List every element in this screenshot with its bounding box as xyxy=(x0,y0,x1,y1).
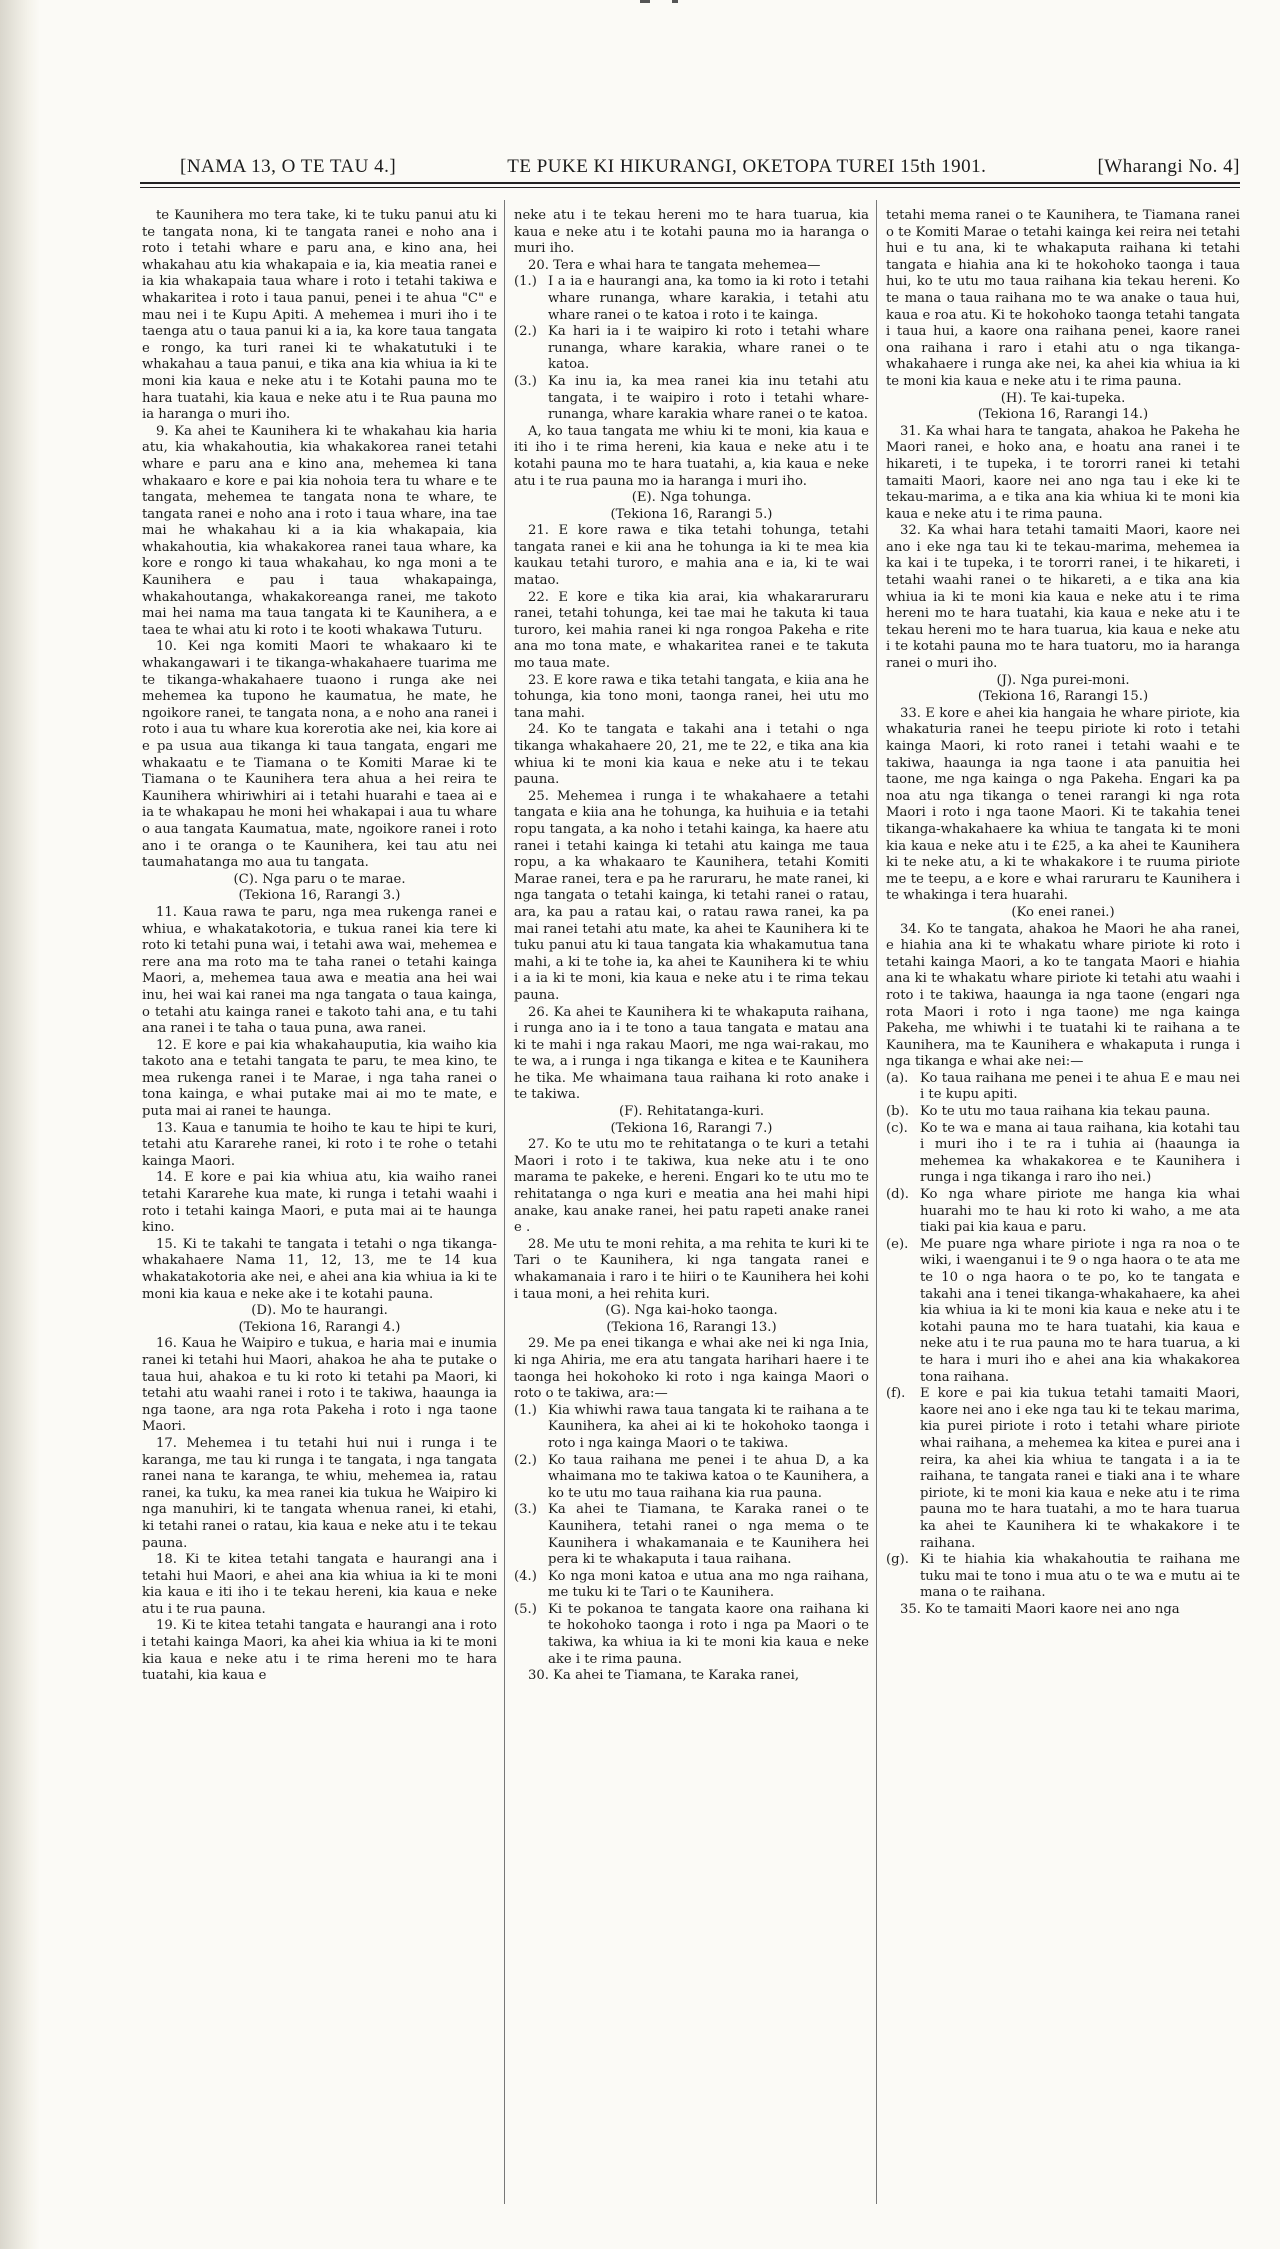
issue-number: [NAMA 13, O TE TAU 4.] xyxy=(180,156,397,177)
masthead-title: TE PUKE KI HIKURANGI, OKETOPA TUREI 15th 1901. xyxy=(507,156,987,177)
list-text: Kia whiwhi rawa taua tangata ki te raihana a te Kaunihera, ka ahei ai ki te hokohoko taonga i roto i nga kainga Maori o te takiwa. xyxy=(548,1402,869,1451)
list-text: Ko taua raihana me penei i te ahua D, a ka whaimana mo te takiwa katoa o te Kaunihera, a ko te utu mo taua raihana kia rua pauna. xyxy=(548,1452,869,1501)
section-heading: (H). Te kai-tupeka. xyxy=(1000,390,1126,406)
list-number: (5.) xyxy=(514,1601,537,1617)
list-number: (g). xyxy=(886,1552,909,1568)
list-text: Ki te pokanoa te tangata kaore ona raihana ki te hokohoko taonga i roto i nga pa Maori o te takiwa, ka whiua ia ki te moni kia kaua e neke ake i te rima pauna. xyxy=(548,1601,869,1667)
list-number: (b). xyxy=(886,1104,909,1120)
list-item xyxy=(886,1237,1240,1386)
list-number: (2.) xyxy=(514,1452,537,1468)
section-heading: (Tekiona 16, Rarangi 5.) xyxy=(610,506,773,522)
paragraph: 20. Tera e whai hara te tangata mehemea— xyxy=(528,257,821,273)
section-heading: (G). Nga kai-hoko taonga. xyxy=(605,1303,778,1319)
paragraph: 13. Kaua e tanumia te hoiho te kau te hipi te kuri, tetahi atu Kararehe ranei, ki roto i te rohe o tetahi kainga Maori. xyxy=(142,1120,497,1169)
paragraph: 10. Kei nga komiti Maori te whakaaro ki te whakangawari i te tikanga-whakahaere tuarima me te tikanga-whakahaere tuaono i runga ake nei mehemea ka tupono he kaumatua, he mate, he ngoikore ranei, te tangata nona, a e noho ana ranei i roto i aua tu whare kua korerotia ake nei, kia kore ai e pa usua aua tikanga ki taua tangata, engari me whakaatu e te Tiamana o te Komiti Marae ki te Tiamana o te Kaunihera tera ahua a hei reira te Kaunihera whiriwhiri ai i tetahi huarahi e taea ai e ia te whakapau he moni hei whakapai i aua tu whare o aua tangata Kaumatua, mate, ngoikore ranei i roto ano i te oranga o te Kaunihera, kei tau atu nei taumahatanga mo aua tu tangata. xyxy=(142,639,497,871)
section-heading: (Ko enei ranei.) xyxy=(1011,904,1115,920)
list-text: I a ia e haurangi ana, ka tomo ia ki roto i tetahi whare runanga, whare karakia, i tetahi atu whare ranei o te katoa i roto i te kainga. xyxy=(548,274,869,323)
list-item xyxy=(886,1552,1240,1602)
list-number: (2.) xyxy=(514,324,537,340)
list-text: Ko nga whare piriote me hanga kia whai huarahi mo te hau ki roto ki waho, a me ata tiaki pai kia kaua e paru. xyxy=(920,1187,1240,1236)
list-text: Ko te utu mo taua raihana kia tekau pauna. xyxy=(920,1104,1211,1120)
section-heading: (Tekiona 16, Rarangi 13.) xyxy=(606,1319,777,1335)
ink-mark xyxy=(640,0,650,3)
list-text: Ka ahei te Tiamana, te Karaka ranei o te Kaunihera, tetahi ranei o nga mema o te Kaunihera i whakamanaia e te Kaunihera hei pera ki te whakaputa i taua raihana. xyxy=(548,1502,869,1568)
paragraph: 14. E kore e pai kia whiua atu, kia waiho ranei tetahi Kararehe kua mate, ki runga i tetahi waahi i roto i tetahi kainga Maori, e puta mai ai te haunga kino. xyxy=(142,1170,497,1236)
list-item xyxy=(514,1569,869,1602)
list-text: Ko taua raihana me penei i te ahua E e mau nei i te kupu apiti. xyxy=(920,1070,1240,1103)
section-heading: (Tekiona 16, Rarangi 3.) xyxy=(238,888,401,904)
list-item xyxy=(514,1502,869,1568)
paragraph: 16. Kaua he Waipiro e tukua, e haria mai e inumia ranei ki tetahi hui Maori, ahakoa he aha te putake o taua hui, ahakoa e tu ki roto ki tetahi pa Maori, ki tetahi atu waahi ranei i roto i te takiwa, haaunga ia nga taone, ara nga rota Pakeha i roto i nga taone Maori. xyxy=(142,1336,497,1435)
list-item xyxy=(886,1121,1240,1187)
paragraph: 22. E kore e tika kia arai, kia whakararuraru ranei, tetahi tohunga, kei tae mai he takuta ki taua turoro, kei mahia ranei ki nga rongoa Pakeha e rite ana mo tona mate, e whakaritea ranei e te takuta mo taua mate. xyxy=(514,589,869,672)
list-item xyxy=(514,324,869,374)
list-number: (3.) xyxy=(514,373,537,389)
list-text: Ka hari ia i te waipiro ki roto i tetahi whare runanga, whare karakia, whare ranei o te katoa. xyxy=(548,324,869,373)
section-heading: (F). Rehitatanga-kuri. xyxy=(618,1104,765,1120)
paragraph: 28. Me utu te moni rehita, a ma rehita te kuri ki te Tari o te Kaunihera, ki nga tangata ranei e whakamanaia i raro i te hiiri o te Kaunihera hei kohi i taua moni, a hei rehita kuri. xyxy=(514,1236,869,1302)
section-heading: (Tekiona 16, Rarangi 15.) xyxy=(977,689,1149,705)
paragraph: 11. Kaua rawa te paru, nga mea rukenga ranei e whiua, e whakatakotoria, e tukua ranei kia tere ki roto ki tetahi puna wai, i tetahi awa wai, mehemea e rere ana ma roto ma te taha ranei o tetahi kainga Maori, a, mehemea taua awa e meatia ana hei wai inu, hei wai kai ranei ma nga tangata o taua kainga, o tetahi atu kainga ranei e takoto tahi ana, e tu tahi ana ranei i te taha o taua puna, awa ranei. xyxy=(142,904,497,1037)
paragraph: 27. Ko te utu mo te rehitatanga o te kuri a tetahi Maori i roto i te takiwa, kua neke atu i te ono marama te pakeke, e hereni. Engari ko te utu mo te rehitatanga o nga kuri e meatia ana hei mahi hipi anake, kau anake ranei, hei patu rapeti anake ranei e . xyxy=(514,1137,869,1236)
column-divider xyxy=(876,200,877,2204)
column-2 xyxy=(514,208,869,2209)
list-item xyxy=(514,1403,869,1453)
section-heading: (C). Nga paru o te marae. xyxy=(233,871,406,887)
list-item xyxy=(514,274,869,324)
section-heading: (J). Nga purei-moni. xyxy=(996,672,1130,688)
list-number: (3.) xyxy=(514,1502,537,1518)
paragraph: te Kaunihera mo tera take, ki te tuku panui atu ki te tangata nona, ki te tangata ranei e noho ana i roto i tetahi whare e paru ana, e kino ana, hei whakahau atu kia whakapaia e ia, kia meatia ranei e ia kia whakapaia taua whare i roto i tetahi takiwa e whakaritea i roto i taua panui, penei i te ahua "C" e mau nei i te Kupu Apiti. A mehemea i muri iho i te taenga atu o taua panui ki a ia, ka kore taua tangata e rongo, ka turi ranei ki te whakatutuki i te whakahau a taua panui, e tika ana kia whiua ia ki te moni kia kaua e neke atu i te Kotahi pauna mo te hara tuatahi, kia kaua e neke atu i te Rua pauna mo ia haranga o muri iho. xyxy=(142,208,497,423)
list-text: E kore e pai kia tukua tetahi tamaiti Maori, kaore nei ano i eke nga tau ki te tekau marima, kia purei piriote i roto i tetahi whare piriote whai raihana, a mehemea ka kitea e purei ana i reira, ka ahei kia whiua te tangata i a ia te raihana, te tangata ranei e tiaki ana i te whare piriote, ki te moni kia kaua e neke atu i te rima pauna mo te hara tuatahi, a mo te hara tuarua ka ahei te Kaunihera ki te whakakore i te raihana. xyxy=(920,1386,1240,1551)
section-heading: (Tekiona 16, Rarangi 14.) xyxy=(977,407,1149,423)
paragraph: A, ko taua tangata me whiu ki te moni, kia kaua e iti iho i te rima hereni, kia kaua e neke atu i te kotahi pauna mo te hara tuatahi, a, kia kaua e neke atu i te rua pauna mo ia haranga i muri iho. xyxy=(514,423,869,489)
list-number: (e). xyxy=(886,1236,909,1252)
paragraph: 31. Ka whai hara te tangata, ahakoa he Pakeha he Maori ranei, e hoko ana, e hoatu ana ranei i te hikareti, i te tupeka, i te tororri ranei ki tetahi tamaiti Maori, kaore nei ano nga tau i eke ki te tekau-marima, a e tika ana kia whiua ki te moni kia kaua e neke atu i te rima pauna. xyxy=(886,423,1240,522)
page-header xyxy=(180,150,1240,178)
column-divider xyxy=(504,200,505,2204)
list-number: (d). xyxy=(886,1187,909,1203)
ink-mark xyxy=(672,0,678,3)
list-text: Ko nga moni katoa e utua ana mo nga raihana, me tuku ki te Tari o te Kaunihera. xyxy=(548,1568,869,1601)
list-item xyxy=(886,1386,1240,1552)
paragraph: 32. Ka whai hara tetahi tamaiti Maori, kaore nei ano i eke nga tau ki te tekau-marima, mehemea ia ka kai i te tupeka, i te tororri ranei, i te hikareti, i tetahi waahi ranei o te hikareti, a e tika ana kia whiua ia ki te moni kia kaua e neke atu i te rima hereni mo te hara tuatahi, kia kaua e neke atu i te tekau hereni mo te hara tuarua, kia kaua e neke atu i te kotahi pauna mo te hara tuatoru, mo ia haranga ranei o muri iho. xyxy=(886,523,1240,672)
paragraph: 21. E kore rawa e tika tetahi tohunga, tetahi tangata ranei e kii ana he tohunga ia ki te mea kia kaukau tetahi turoro, e mahia ana e ia, ki te wai matao. xyxy=(514,523,869,589)
paragraph: 26. Ka ahei te Kaunihera ki te whakaputa raihana, i runga ano ia i te tono a taua tangata e matau ana ki te mahi i nga rakau Maori, me nga wai-rakau, mo te wa, a i runga i nga tikanga e kitea e te Kaunihera he tika. Me whaimana taua raihana ki roto anake i te takiwa. xyxy=(514,1004,869,1103)
list-number: (c). xyxy=(886,1120,908,1136)
list-text: Ka inu ia, ka mea ranei kia inu tetahi atu tangata, i te waipiro i roto i tetahi whare-runanga, whare karakia whare ranei o te katoa. xyxy=(548,373,869,423)
paragraph: 18. Ki te kitea tetahi tangata e haurangi ana i tetahi hui Maori, e ahei ana kia whiua ia ki te moni kia kaua e iti iho i te tekau hereni, kia kaua e neke atu i te rua pauna. xyxy=(142,1552,497,1617)
paragraph: 24. Ko te tangata e takahi ana i tetahi o nga tikanga whakahaere 20, 21, me te 22, e tika ana kia whiua ki te moni kia kaua e neke atu i te tekau pauna. xyxy=(514,722,869,788)
column-1 xyxy=(142,208,497,2209)
list-number: (4.) xyxy=(514,1568,537,1584)
paragraph: 9. Ka ahei te Kaunihera ki te whakahau kia haria atu, kia whakahoutia, kia whakakorea ranei tetahi whare e paru ana e kino ana, mehemea ki tana whakaaro e kore e pai kia nohoia tera tu whare e te tangata, mehemea te tangata nona te whare, te tangata ranei e noho ana i roto i taua whare, ina tae mai he whakahau ki a ia kia whakapaia, kia whakahoutia, kia whakakorea ranei taua whare, ka kore e rongo ki taua whakahau, ko nga moni a te Kaunihera e pau i taua whakapainga, whakahoutanga, whakakoreanga ranei, me takoto mai hei nama ma taua tangata ki te Kaunihera, a e taea te whai atu ki roto i te kooti whakawa Tuturu. xyxy=(142,423,497,638)
paragraph: 23. E kore rawa e tika tetahi tangata, e kiia ana he tohunga, kia tono moni, taonga ranei, hei utu mo tana mahi. xyxy=(514,672,869,721)
paragraph: 17. Mehemea i tu tetahi hui nui i runga i te karanga, me tau ki runga i te tangata, i nga tangata ranei nana te karanga, te whiu, mehemea ia, ratau ranei, ka tuku, ka mea ranei kia tukua he Waipiro ki nga manuhiri, ki te tangata whenua ranei, ki etahi, ki tetahi ranei o ratau, kia kaua e neke atu i te tekau pauna. xyxy=(142,1435,497,1551)
header-rule xyxy=(140,182,1240,184)
list-number: (1.) xyxy=(514,274,537,290)
paragraph: 30. Ka ahei te Tiamana, te Karaka ranei, xyxy=(528,1668,800,1684)
list-text: Ki te hiahia kia whakahoutia te raihana me tuku mai te tono i mua atu o te wa e mutu ai te mana o te raihana. xyxy=(920,1552,1240,1601)
paragraph: 35. Ko te tamaiti Maori kaore nei ano nga xyxy=(900,1601,1180,1617)
column-3 xyxy=(886,208,1240,2209)
list-number: (f). xyxy=(886,1386,906,1402)
list-item xyxy=(886,1104,1240,1121)
section-heading: (E). Nga tohunga. xyxy=(631,490,752,506)
page-binding-edge xyxy=(0,0,40,2249)
list-item xyxy=(514,1602,869,1668)
list-item xyxy=(514,374,869,424)
list-number: (1.) xyxy=(514,1402,537,1418)
list-text: Ko te wa e mana ai taua raihana, kia kotahi tau i muri iho i te ra i tuhia ai (haaunga ia mehemea ka whakakorea e te Kaunihera i runga i nga tikanga i raro iho nei.) xyxy=(920,1120,1240,1186)
paragraph-continued: tetahi mema ranei o te Kaunihera, te Tiamana ranei o te Komiti Marae o tetahi kainga kei reira nei tetahi hui e tu ana, ki te whakaputa raihana ki tetahi tangata e hiahia ana ki te hokohoko taonga i taua hui, ko te utu mo taua raihana kia tekau hereni. Ko te mana o taua raihana mo te wa anake o taua hui, kaua e roa atu. Ki te hokohoko taonga tetahi tangata i taua hui, a kaore ona raihana penei, kaore ranei ona raihana i raro i etahi atu o nga tikanga-whakahaere i runga ake nei, ka ahei kia whiua ia ki te moni kia kaua e neke atu i te rima pauna. xyxy=(886,208,1240,389)
section-heading: (D). Mo te haurangi. xyxy=(251,1303,388,1319)
list-item xyxy=(886,1071,1240,1104)
paragraph-continued: neke atu i te tekau hereni mo te hara tuarua, kia kaua e neke atu i te kotahi pauna mo ia haranga o muri iho. xyxy=(514,208,869,257)
paragraph: 34. Ko te tangata, ahakoa he Maori he aha ranei, e hiahia ana ki te whakatu whare piriote ki roto i tetahi kainga Maori, a ko te tangata Maori e hiahia ana ki te whakatu whare piriote ki tetahi atu waahi i roto i te takiwa, haaunga ia nga taone (engari nga rota Maori i roto i nga taone) me nga kainga Pakeha, me whiwhi i te tuatahi ki te raihana a te Kaunihera, ma te Kaunihera e whakaputa i runga i nga tikanga e whai ake nei:— xyxy=(886,921,1240,1070)
section-heading: (Tekiona 16, Rarangi 7.) xyxy=(610,1120,773,1136)
paragraph: 29. Me pa enei tikanga e whai ake nei ki nga Inia, ki nga Ahiria, me era atu tangata harihari haere i te taonga hei hokohoko ki roto i nga kainga Maori o roto o te takiwa, ara:— xyxy=(514,1336,869,1402)
page-number: [Wharangi No. 4] xyxy=(1097,156,1240,177)
paragraph: 12. E kore e pai kia whakahauputia, kia waiho kia takoto ana e tetahi tangata te paru, te mea kino, te mea rukenga ranei i te Marae, i nga taha ranei o tona kainga, e whai putake mai ai mo te mate, e puta mai ai ranei te haunga. xyxy=(142,1037,497,1120)
list-number: (a). xyxy=(886,1070,909,1086)
paragraph: 25. Mehemea i runga i te whakahaere a tetahi tangata e kiia ana he tohunga, ka huihuia e ia tetahi ropu tangata, a ka noho i tetahi kainga, ka haere atu ranei i tetahi kainga ki tetahi atu kainga me taua ropu, a ka whakaaro te Kaunihera, tetahi Komiti Marae ranei, tera e pa he raruraru, he mate ranei, ki nga tangata o tetahi kainga, ki tetahi ranei o ratau, ara, ka pau a ratau kai, o ratau rawa ranei, ka pa mai ranei tetahi atu mate, ka ahei te Kaunihera ki te tuku panui atu ki taua tangata kia whakamutua tana mahi, a ki te tohe ia, ka ahei te Kaunihera ki te whiu i a ia ki te moni, kia kaua e neke atu i te rima tekau pauna. xyxy=(514,788,869,1003)
list-item xyxy=(886,1187,1240,1237)
paragraph: 15. Ki te takahi te tangata i tetahi o nga tikanga-whakahaere Nama 11, 12, 13, me te 14 kua whakatakotoria ake nei, e ahei ana kia whiua ia ki te moni kia kaua e neke ake i te kotahi pauna. xyxy=(142,1236,497,1302)
paragraph: 19. Ki te kitea tetahi tangata e haurangi ana i roto i tetahi kainga Maori, ka ahei kia whiua ia ki te moni kia kaua e neke atu i te rima hereni mo te hara tuatahi, kia kaua e xyxy=(142,1618,497,1684)
section-heading: (Tekiona 16, Rarangi 4.) xyxy=(238,1319,401,1335)
header-rule-thin xyxy=(140,187,1240,188)
paragraph: 33. E kore e ahei kia hangaia he whare piriote, kia whakaturia ranei he teepu piriote ki roto i tetahi kainga Maori, ki roto ranei i tetahi waahi e te takiwa, haaunga ia nga taone i ata panuitia hei taone, me nga kainga o nga Pakeha. Engari ka pa noa atu nga tikanga o tenei rarangi ki nga rota Maori i roto i nga taone Maori. Ki te takahia tenei tikanga-whakahaere ka whiua te tangata ki te moni kia kaua e neke atu i te £25, a ka ahei te Kaunihera ki te neke atu, a ki te whakakore i te ruuma piriote me te teepu, a e kore e whai raruraru te Kaunihera i te whakinga i tera huarahi. xyxy=(886,705,1240,904)
list-text: Me puare nga whare piriote i nga ra noa o te wiki, i waenganui i te 9 o nga haora o te ata me te 10 o nga haora o te po, ko te tangata e takahi ana i tenei tikanga-whakahaere, ka ahei kia whiua ia ki te moni kia kaua e neke atu i te kotahi pauna mo te hara tuatahi, kia kaua e neke atu i te rua pauna mo te hara tuarua, a ki te hara i muri iho e ahei ana kia whakakorea tona raihana. xyxy=(920,1236,1240,1385)
list-item xyxy=(514,1453,869,1503)
